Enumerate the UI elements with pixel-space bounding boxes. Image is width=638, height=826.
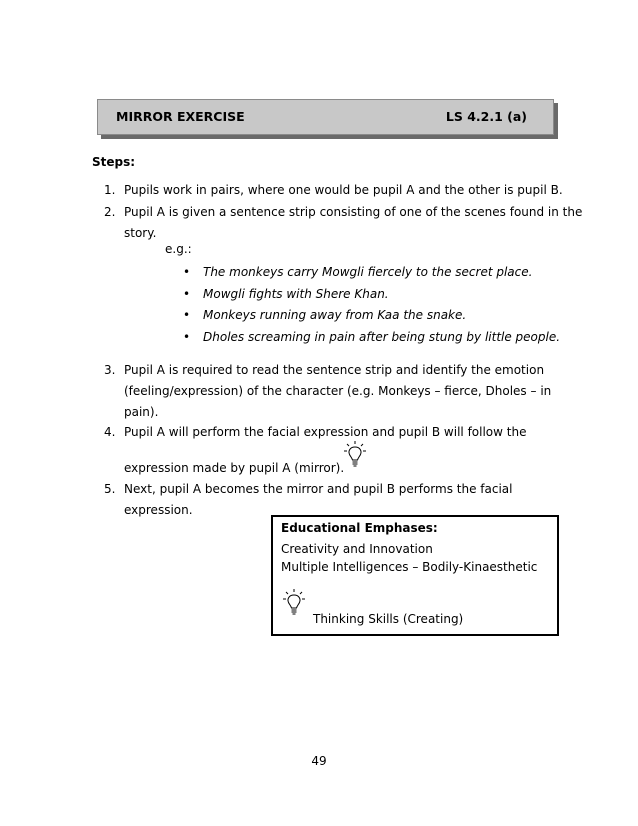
example-list: [183, 262, 560, 348]
step-text: Pupil A is given a sentence strip consisting of one of the scenes found in the: [124, 205, 583, 219]
page-number: 49: [311, 754, 327, 768]
step-number: 3.: [104, 363, 116, 377]
step-number: 1.: [104, 183, 116, 197]
exercise-banner: [97, 99, 554, 135]
step-text: story.: [124, 226, 157, 240]
step-text: Pupil A is required to read the sentence strip and identify the emotion: [124, 363, 545, 377]
emphases-title: Educational Emphases:: [281, 521, 438, 535]
step-text: pain).: [124, 405, 159, 419]
bullet-dot: •: [183, 329, 191, 344]
list-item: • Dholes screaming in pain after being stung by little people.: [183, 327, 560, 349]
emphasis-creativity: Creativity and Innovation: [281, 542, 433, 556]
lightbulb-icon: [344, 441, 366, 471]
step-text: Pupils work in pairs, where one would be pupil A and the other is pupil B.: [124, 183, 563, 197]
step-text: (feeling/expression) of the character (e.g. Monkeys – fierce, Dholes – in: [124, 384, 552, 398]
exercise-title: MIRROR EXERCISE: [116, 109, 245, 124]
step-text: Pupil A will perform the facial expression and pupil B will follow the: [124, 425, 527, 439]
bullet-dot: •: [183, 286, 191, 301]
example-label: e.g.:: [165, 242, 192, 256]
step-number: 4.: [104, 425, 116, 439]
steps-heading: Steps:: [92, 155, 136, 169]
list-item: • The monkeys carry Mowgli fiercely to the secret place.: [183, 262, 560, 284]
educational-emphases-box: [271, 515, 559, 636]
emphasis-multiple-intelligences: Multiple Intelligences – Bodily-Kinaesthetic: [281, 560, 538, 574]
lightbulb-icon: [283, 589, 305, 619]
step-text: expression made by pupil A (mirror).: [124, 461, 345, 475]
emphasis-thinking-skills: Thinking Skills (Creating): [313, 612, 464, 626]
list-item: • Mowgli fights with Shere Khan.: [183, 284, 560, 306]
step-number: 5.: [104, 482, 116, 496]
bullet-dot: •: [183, 265, 191, 279]
step-text: Next, pupil A becomes the mirror and pupil B performs the facial expression.: [124, 482, 513, 517]
learning-standard-code: LS 4.2.1 (a): [445, 109, 527, 124]
list-item: • Monkeys running away from Kaa the snake.: [183, 305, 560, 327]
bullet-dot: •: [183, 308, 191, 322]
step-number: 2.: [104, 205, 116, 219]
